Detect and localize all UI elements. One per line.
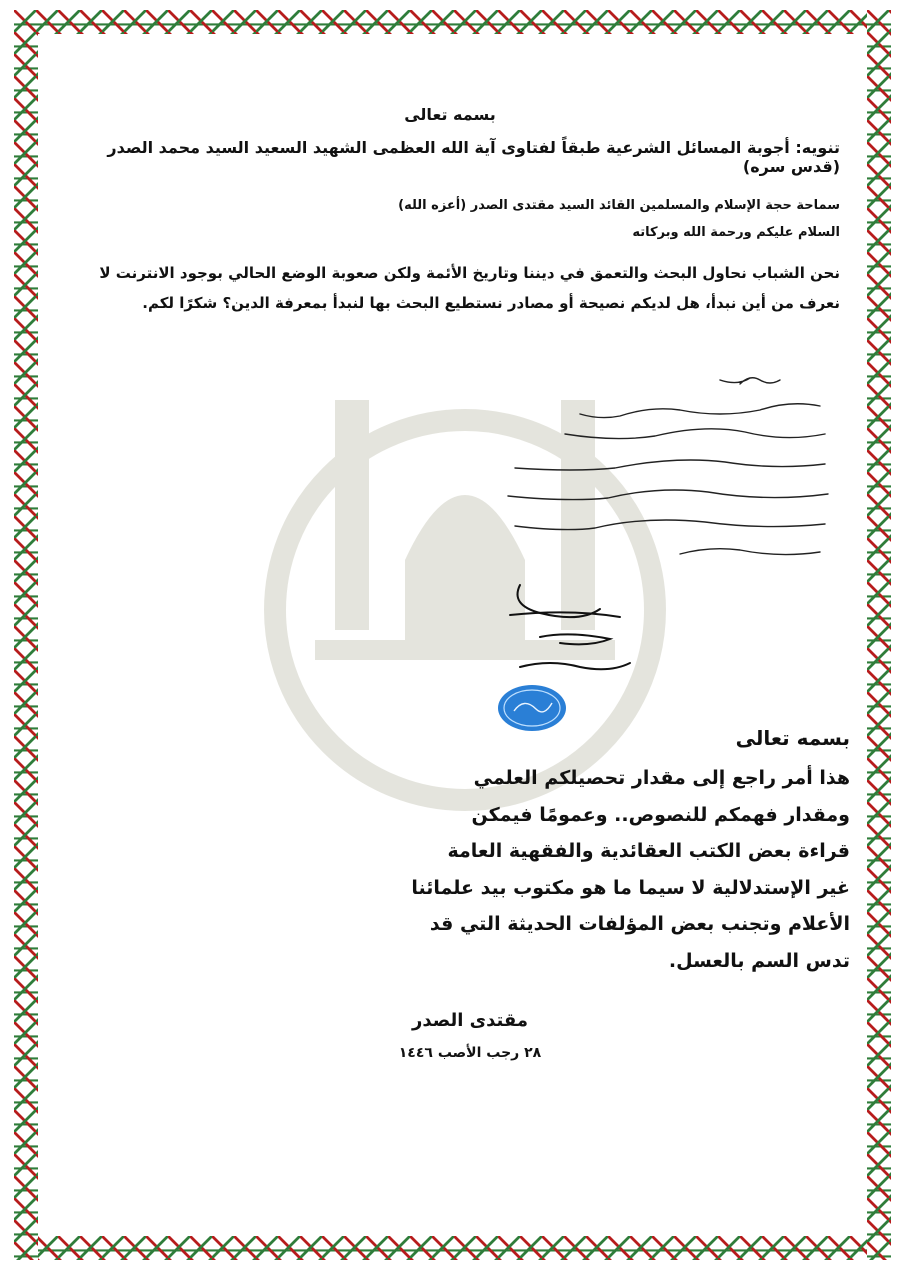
basmala-title: بسمه تعالى xyxy=(404,105,496,124)
answer-heading: بسمه تعالى xyxy=(735,726,850,750)
border-right xyxy=(867,10,891,1260)
answer-line: غير الإستدلالية لا سيما ما هو مكتوب بيد علمائنا xyxy=(411,876,850,899)
answer-line: هذا أمر راجع إلى مقدار تحصيلكم العلمي xyxy=(473,767,850,789)
answer-line: ومقدار فهمكم للنصوص.. وعمومًا فيمكن xyxy=(471,803,850,826)
border-left xyxy=(14,10,38,1260)
border-top xyxy=(14,10,891,34)
question-line-1: نحن الشباب نحاول البحث والتعمق في ديننا وتاريخ الأئمة ولكن صعوبة الوضع الحالي بوجود الانترنت لا xyxy=(99,264,840,282)
answer-line: الأعلام وتجنب بعض المؤلفات الحديثة التي قد xyxy=(429,913,850,935)
signature-image xyxy=(480,575,640,695)
question-paragraph xyxy=(60,258,840,318)
signer-name: مقتدى الصدر xyxy=(411,1010,529,1031)
addressee-line: سماحة حجة الإسلام والمسلمين القائد السيد مقتدى الصدر (أعزه الله) xyxy=(398,198,840,213)
disclaimer-note: تنويه: أجوبة المسائل الشرعية طبقاً لفتاوى آية الله العظمى الشهيد السعيد السيد محمد الصدر (قدس سره) xyxy=(107,138,840,176)
typed-answer xyxy=(380,726,850,979)
letter-content xyxy=(60,105,840,318)
answer-line: قراءة بعض الكتب العقائدية والفقهية العامة xyxy=(447,840,850,862)
question-line-2: نعرف من أين نبدأ، هل لديكم نصيحة أو مصادر نستطيع البحث بها لنبدأ بمعرفة الدين؟ شكرًا لكم. xyxy=(142,294,840,312)
border-bottom xyxy=(14,1236,891,1260)
handwritten-answer-image xyxy=(480,368,840,588)
answer-date: ٢٨ رجب الأصب ١٤٤٦ xyxy=(398,1045,542,1061)
greeting-line: السلام عليكم ورحمة الله وبركاته xyxy=(632,225,840,240)
answer-line: تدس السم بالعسل. xyxy=(668,949,850,972)
